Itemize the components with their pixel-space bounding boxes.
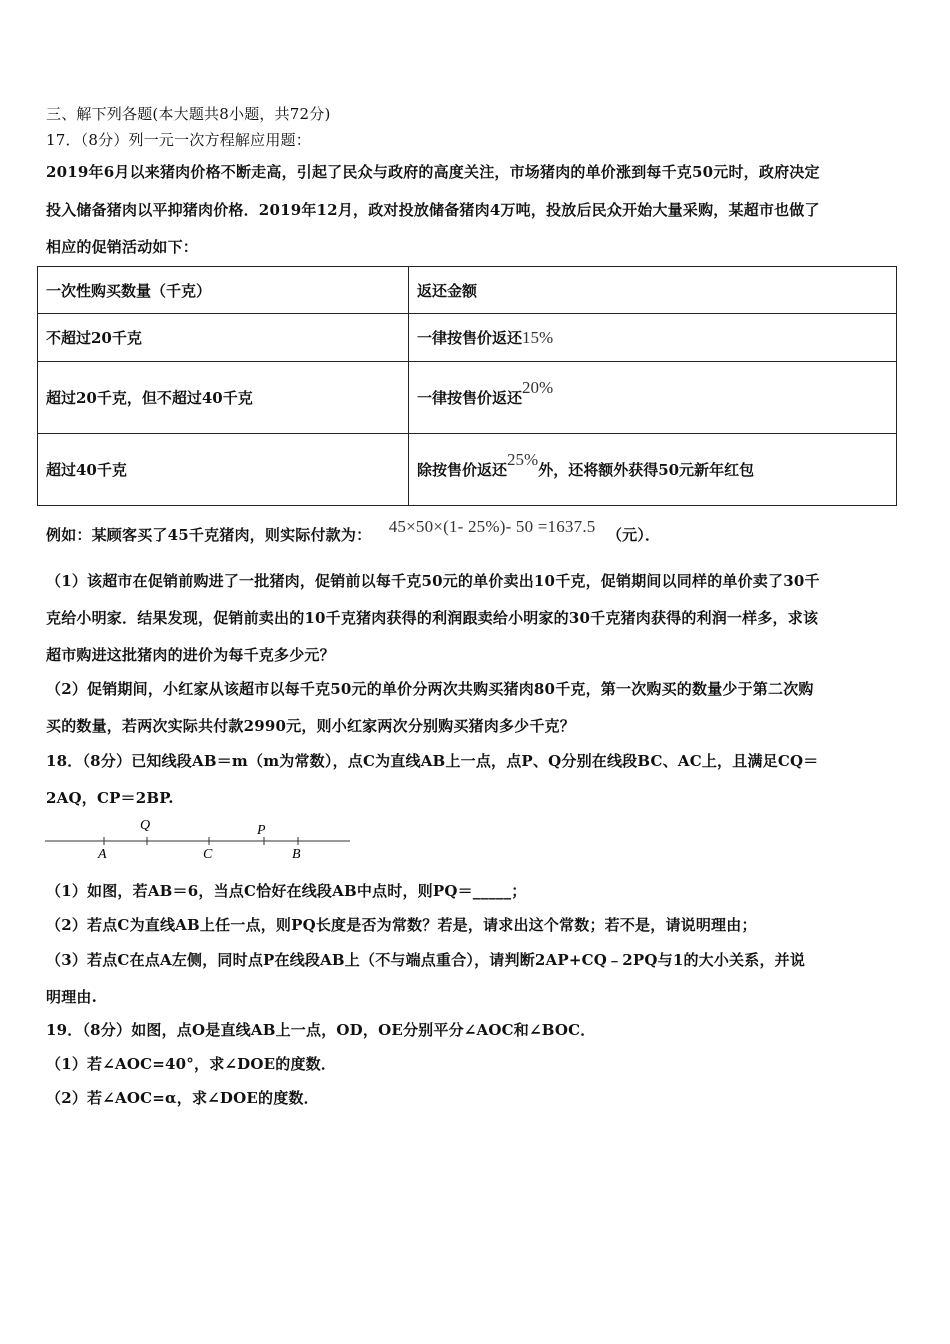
label-p: P [257, 823, 266, 838]
segment-figure [40, 812, 360, 862]
q19-sub-line: （2）若∠AOC=α，求∠DOE的度数． [46, 1089, 319, 1107]
return-percent: 15% [522, 328, 554, 347]
example-formula: 45×50×(1- 25%)- 50 =1637.5 [388, 517, 596, 536]
return-text: 一律按售价返还 [417, 389, 523, 407]
q17-para-line: 投入储备猪肉以平抑猪肉价格．2019年12月，政对投放储备猪肉4万吨，投放后民众开始大量采购，某超市也做了 [46, 201, 820, 219]
table-header-cell: 返还金额 [409, 267, 897, 314]
promotion-table [37, 266, 897, 506]
label-a: A [98, 847, 107, 862]
q17-part2-line: （2）促销期间，小红家从该超市以每千克50元的单价分两次共购买猪肉80千克，第一次购买的数量少于第二次购 [46, 680, 814, 698]
q17-para-line: 2019年6月以来猪肉价格不断走高，引起了民众与政府的高度关注，市场猪肉的单价涨到每千克50元时，政府决定 [46, 163, 820, 181]
q18-sub-line: （2）若点C为直线AB上任一点，则PQ长度是否为常数？若是，请求出这个常数；若不是，请说明理由； [46, 916, 757, 934]
section-heading: 三、解下列各题(本大题共8小题，共72分) [46, 105, 331, 123]
return-suffix: 外，还将额外获得50元新年红包 [538, 461, 755, 479]
q18-sub-line: （1）如图，若AB＝6，当点C恰好在线段AB中点时，则PQ＝_____； [46, 882, 527, 900]
table-cell-return [409, 314, 897, 362]
return-percent: 20% [522, 378, 554, 397]
label-q: Q [140, 818, 151, 833]
q18-sub-line: （3）若点C在点A左侧，同时点P在线段AB上（不与端点重合），请判断2AP+CQ﹣2PQ与1的大小关系，并说 [46, 951, 806, 969]
table-row [38, 362, 897, 434]
q18-stem-line: 2AQ，CP＝2BP. [46, 789, 174, 807]
label-b: B [292, 847, 301, 862]
table-cell-qty: 超过40千克 [38, 434, 409, 506]
table-cell-return [409, 434, 897, 506]
table-header-cell: 一次性购买数量（千克） [38, 267, 409, 314]
return-percent: 25% [507, 450, 539, 469]
q19-sub-line: （1）若∠AOC=40°，求∠DOE的度数． [46, 1055, 337, 1073]
q17-part2-line: 买的数量，若两次实际共付款2990元，则小红家两次分别购买猪肉多少千克？ [46, 717, 575, 735]
q18-stem-line: 18．（8分）已知线段AB＝m（m为常数），点C为直线AB上一点，点P、Q分别在线段BC、AC上，且满足CQ＝ [46, 752, 819, 770]
q17-part1-line: （1）该超市在促销前购进了一批猪肉，促销前以每千克50元的单价卖出10千克，促销期间以同样的单价卖了30千 [46, 572, 820, 590]
table-header-row [38, 267, 897, 314]
q18-sub-line: 明理由. [46, 988, 98, 1006]
table-row [38, 434, 897, 506]
table-cell-qty: 超过20千克，但不超过40千克 [38, 362, 409, 434]
return-text: 一律按售价返还 [417, 329, 523, 347]
example-text: 例如：某顾客买了45千克猪肉，则实际付款为： [46, 526, 372, 544]
table-cell-qty: 不超过20千克 [38, 314, 409, 362]
return-text: 除按售价返还 [417, 461, 508, 479]
table-row [38, 314, 897, 362]
q17-stem: 17．（8分）列一元一次方程解应用题： [46, 131, 311, 149]
example-unit: （元）． [606, 526, 661, 544]
q17-example [46, 517, 661, 545]
label-c: C [203, 847, 213, 862]
q19-stem: 19．（8分）如图，点O是直线AB上一点，OD，OE分别平分∠AOC和∠BOC． [46, 1021, 596, 1039]
table-cell-return [409, 362, 897, 434]
q17-para-line: 相应的促销活动如下： [46, 238, 199, 256]
q17-part1-line: 克给小明家．结果发现，促销前卖出的10千克猪肉获得的利润跟卖给小明家的30千克猪肉获得的利润一样多，求该 [46, 609, 819, 627]
q17-part1-line: 超市购进这批猪肉的进价为每千克多少元？ [46, 646, 335, 664]
